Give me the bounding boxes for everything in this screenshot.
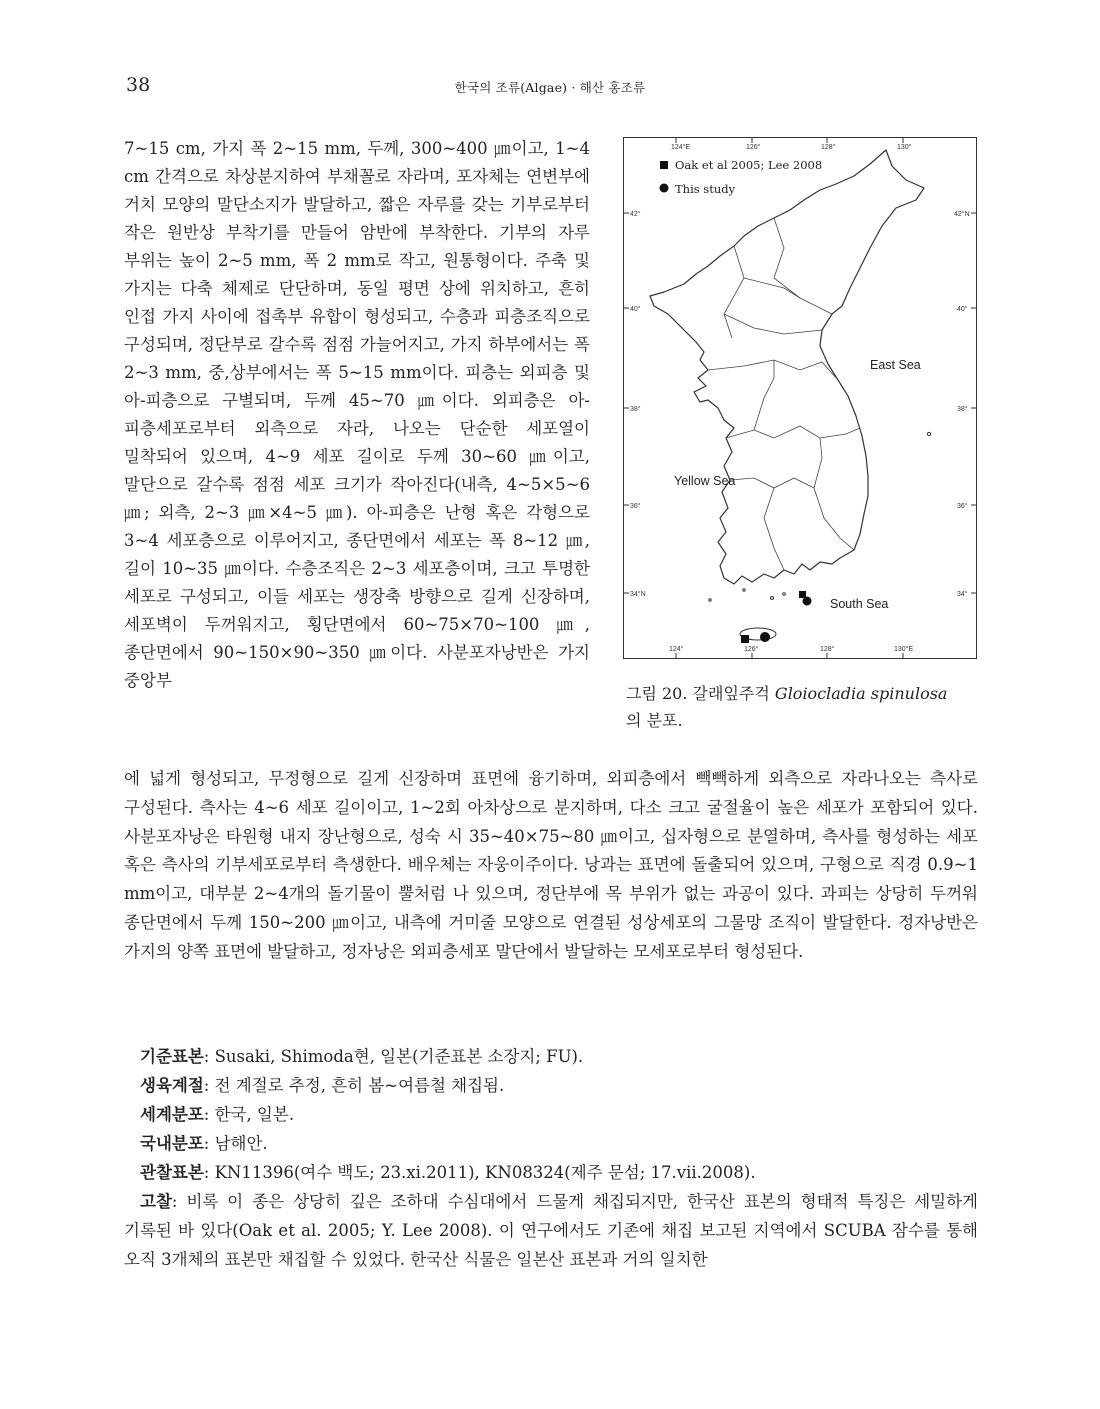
- lat-left-2: 40°: [630, 306, 641, 313]
- lat-right-2: 40°: [957, 306, 968, 313]
- season-value: : 전 계절로 추정, 흔히 봄~여름철 채집됨.: [203, 1076, 505, 1095]
- type-label: 기준표본: [140, 1047, 204, 1066]
- full-width-text: [124, 765, 978, 967]
- lat-left-5: 34°N: [630, 591, 646, 598]
- lat-right-5: 34°: [957, 591, 968, 598]
- specimens-label: 관찰표본: [140, 1163, 204, 1182]
- lat-left-3: 38°: [630, 406, 641, 413]
- lat-right-1: 42°N: [954, 211, 970, 218]
- lat-left-1: 42°: [630, 211, 641, 218]
- discussion-paragraph: [124, 1187, 978, 1274]
- world-value: : 한국, 일본.: [203, 1105, 295, 1124]
- korea-value: : 남해안.: [203, 1134, 268, 1153]
- lat-right-4: 36°: [957, 503, 968, 510]
- type-value: : Susaki, Shimoda현, 일본(기준표본 소장지; FU).: [203, 1047, 584, 1066]
- korea-label: 국내분포: [140, 1134, 204, 1153]
- marker-circle: [803, 597, 812, 606]
- lon-top-2: 126°: [746, 144, 761, 151]
- islands: [709, 432, 931, 640]
- legend-label-1: Oak et al 2005; Lee 2008: [675, 158, 823, 172]
- discussion-label: 고찰: [140, 1192, 172, 1211]
- lon-bottom-4: 130°E: [894, 646, 914, 653]
- legend-circle-icon: [660, 184, 669, 193]
- lon-top-4: 130°: [897, 144, 912, 151]
- lon-bottom-2: 126°: [744, 646, 759, 653]
- legend-square-icon: [660, 161, 668, 169]
- lon-top-1: 124°E: [671, 144, 691, 151]
- season-row: [124, 1071, 978, 1100]
- map-ticks: [624, 138, 976, 658]
- marker-circle: [760, 632, 770, 642]
- full-paragraph: 에 넓게 형성되고, 무정형으로 길게 신장하며 표면에 융기하며, 외피층에서 빽빽하게 외측으로 자라나오는 측사로 구성된다. 측사는 4~6 세포 길이이고, 1~2회 아차상으로 분지하며, 다소 크고 굴절율이 높은 세포가 포함되어 있다. 사분포자낭은 타원형 내지 장난형으로, 성숙 시 35~40×75~80 ㎛이고, 십자형으로 분열하며, 측사를 형성하는 세포 혹은 측사의 기부세포로부터 측생한다. 배우체는 자웅이주이다. 낭과는 표면에 돌출되어 있으며, 구형으로 직경 0.9~1 mm이고, 대부분 2~4개의 돌기물이 뿔처럼 나 있으며, 정단부에 목 부위가 없는 과공이 있다. 과피는 상당히 두꺼워 종단면에서 두께 150~200 ㎛이고, 내측에 거미줄 모양으로 연결된 성상세포의 그물망 조직이 발달한다. 정자낭반은 가지의 양쪽 표면에 발달하고, 정자낭은 외피층세포 말단에서 발달하는 모세포로부터 형성된다.: [124, 769, 978, 961]
- figure-caption: [626, 680, 978, 734]
- caption-prefix: 그림 20. 갈래잎주걱: [626, 684, 775, 703]
- lon-bottom-3: 128°: [820, 646, 835, 653]
- legend-label-2: This study: [675, 182, 736, 196]
- type-specimen-row: [124, 1042, 978, 1071]
- caption-species: Gloiocladia spinulosa: [774, 684, 948, 703]
- figure-map: [623, 137, 977, 659]
- running-head: 한국의 조류(Algae) · 해산 홍조류: [454, 80, 646, 95]
- discussion-value: : 비록 이 종은 상당히 깊은 조하대 수심대에서 드물게 채집되지만, 한국산 표본의 형태적 특징은 세밀하게 기록된 바 있다(Oak et al. 2005; Y. Lee 2008). 이 연구에서도 기존에 채집 보고된 지역에서 SCUBA 잠수를 통해 오직 3개체의 표본만 채집할 수 있었다. 한국산 식물은 일본산 표본과 거의 일치한: [124, 1192, 978, 1269]
- sea-label-east: East Sea: [870, 358, 921, 372]
- sea-label-yellow: Yellow Sea: [674, 474, 736, 488]
- sea-label-south: South Sea: [830, 597, 889, 611]
- lat-left-4: 36°: [630, 503, 641, 510]
- text-column: [124, 135, 590, 695]
- world-row: [124, 1100, 978, 1129]
- meta-section: [124, 1042, 978, 1274]
- column-paragraph: 7~15 cm, 가지 폭 2~15 mm, 두께, 300~400 ㎛이고, 1~4 cm 간격으로 차상분지하여 부채꼴로 자라며, 포자체는 연변부에 거치 모양의 말단소지가 발달하고, 짧은 자루를 갖는 기부로부터 작은 원반상 부착기를 만들어 암반에 부착한다. 기부의 자루 부위는 높이 2~5 mm, 폭 2 mm로 작고, 원통형이다. 주축 및 가지는 다축 체제로 단단하며, 동일 평면 상에 위치하고, 흔히 인접 가지 사이에 접촉부 유합이 형성되고, 수층과 피층조직으로 구성되며, 정단부로 갈수록 점점 가늘어지고, 가지 하부에서는 폭 2~3 mm, 중,상부에서는 폭 5~15 mm이다. 피층는 외피층 및 아-피층으로 구별되며, 두께 45~70 ㎛이다. 외피층은 아-피층세포로부터 외측으로 자라, 나오는 단순한 세포열이 밀착되어 있으며, 4~9 세포 길이로 두께 30~60 ㎛이고, 말단으로 갈수록 점점 세포 크기가 작아진다(내측, 4~5×5~6 ㎛; 외측, 2~3 ㎛×4~5 ㎛). 아-피층은 난형 혹은 각형으로 3~4 세포층으로 이루어지고, 종단면에서 세포는 폭 8~12 ㎛, 길이 10~35 ㎛이다. 수층조직은 2~3 세포층이며, 크고 투명한 세포로 구성되고, 이들 세포는 생장축 방향으로 길게 신장하며, 세포벽이 두꺼워지고, 횡단면에서 60~75×70~100 ㎛, 종단면에서 90~150×90~350 ㎛이다. 사분포자낭반은 가지 중앙부: [124, 139, 590, 690]
- season-label: 생육계절: [140, 1076, 204, 1095]
- marker-square: [799, 591, 806, 598]
- province-borders: [708, 218, 860, 570]
- specimens-value: : KN11396(여수 백도; 23.xi.2011), KN08324(제주 문섬; 17.vii.2008).: [203, 1163, 756, 1182]
- marker-square: [741, 635, 749, 643]
- lat-right-3: 38°: [957, 406, 968, 413]
- specimens-row: [124, 1158, 978, 1187]
- lon-top-3: 128°: [821, 144, 836, 151]
- lon-bottom-1: 124°: [669, 646, 684, 653]
- caption-suffix: 의 분포.: [626, 711, 683, 730]
- world-label: 세계분포: [140, 1105, 204, 1124]
- page-number: 38: [126, 74, 151, 96]
- korea-row: [124, 1129, 978, 1158]
